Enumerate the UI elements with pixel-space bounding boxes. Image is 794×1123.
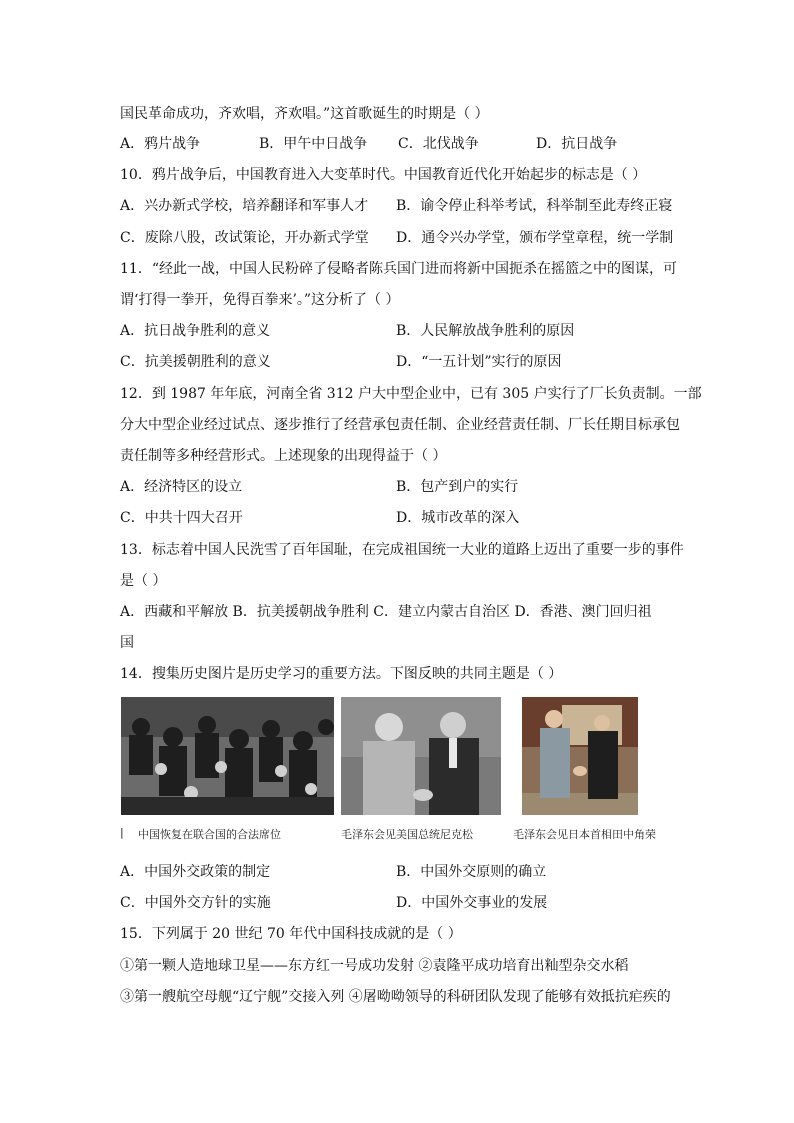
mao-nixon-photo	[341, 697, 501, 815]
q9-stem-tail: 国民革命成功，齐欢唱，齐欢唱。”这首歌诞生的时期是（ ）	[120, 106, 489, 122]
q14-option-b[interactable]: B．中国外交原则的确立	[396, 864, 547, 880]
q15-items-1: ①第一颗人造地球卫星——东方红一号成功发射 ②袁隆平成功培育出籼型杂交水稻	[120, 958, 629, 974]
q11-option-d[interactable]: D．“一五计划”实行的原因	[396, 354, 562, 370]
q13-stem-2: 是（ ）	[120, 573, 167, 589]
caption-mao-tanaka: 毛泽东会见日本首相田中角荣	[513, 828, 656, 841]
q14-stem: 14．搜集历史图片是历史学习的重要方法。下图反映的共同主题是（ ）	[120, 666, 563, 682]
caption-mao-nixon: 毛泽东会见美国总统尼克松	[341, 828, 473, 841]
q12-option-a[interactable]: A．经济特区的设立	[120, 479, 243, 495]
mao-tanaka-photo	[522, 697, 638, 815]
caption-un-seat: 中国恢复在联合国的合法席位	[138, 828, 281, 841]
q11-stem-1: 11．“经此一战，中国人民粉碎了侵略者陈兵国门进而将新中国扼杀在摇篮之中的图谋，可	[120, 261, 677, 277]
q9-option-d[interactable]: D．抗日战争	[536, 136, 618, 152]
q13-options-wrap: 国	[120, 635, 134, 651]
q12-option-c[interactable]: C．中共十四大召开	[120, 510, 243, 526]
q12-option-b[interactable]: B．包产到户的实行	[396, 479, 519, 495]
q12-stem-2: 分大中型企业经过试点、逐步推行了经营承包责任制、企业经营责任制、厂长任期目标承包	[120, 417, 680, 433]
q13-options[interactable]: A．西藏和平解放 B．抗美援朝战争胜利 C．建立内蒙古自治区 D．香港、澳门回归祖	[120, 604, 652, 620]
q11-stem-2: 谓‘打得一拳开，免得百拳来’。”这分析了（ ）	[120, 292, 400, 308]
q9-option-c[interactable]: C．北伐战争	[398, 136, 479, 152]
q12-stem-3: 责任制等多种经营形式。上述现象的出现得益于（ ）	[120, 448, 447, 464]
q9-option-b[interactable]: B．甲午中日战争	[259, 136, 368, 152]
q10-option-c[interactable]: C．废除八股，改试策论，开办新式学堂	[120, 230, 369, 246]
q15-stem: 15．下列属于 20 世纪 70 年代中国科技成就的是（ ）	[120, 926, 462, 942]
q10-option-a[interactable]: A．兴办新式学校，培养翻译和军事人才	[120, 198, 369, 214]
q10-option-b[interactable]: B．谕令停止科举考试，科举制至此寿终正寝	[396, 198, 673, 214]
q14-option-c[interactable]: C．中国外交方针的实施	[120, 895, 271, 911]
q14-option-a[interactable]: A．中国外交政策的制定	[120, 864, 271, 880]
q12-option-d[interactable]: D．城市改革的深入	[396, 510, 520, 526]
q14-option-d[interactable]: D．中国外交事业的发展	[396, 895, 548, 911]
q10-stem: 10．鸦片战争后，中国教育进入大变革时代。中国教育近代化开始起步的标志是（ ）	[120, 167, 647, 183]
q11-option-b[interactable]: B．人民解放战争胜利的原因	[396, 323, 575, 339]
q10-option-d[interactable]: D．通令兴办学堂，颁布学堂章程，统一学制	[396, 230, 674, 246]
q11-option-c[interactable]: C．抗美援朝胜利的意义	[120, 354, 271, 370]
un-seat-photo	[121, 697, 334, 815]
q9-option-a[interactable]: A．鸦片战争	[120, 136, 201, 152]
q13-stem-1: 13．标志着中国人民洗雪了百年国耻，在完成祖国统一大业的道路上迈出了重要一步的事件	[120, 542, 684, 558]
q12-stem-1: 12．到 1987 年年底，河南全省 312 户大中型企业中，已有 305 户实行了厂长负责制。一部	[120, 386, 702, 402]
q15-items-2: ③第一艘航空母舰“辽宁舰”交接入列 ④屠呦呦领导的科研团队发现了能够有效抵抗疟疾的	[120, 989, 671, 1005]
caption-mark: |	[120, 826, 124, 839]
q11-option-a[interactable]: A．抗日战争胜利的意义	[120, 323, 271, 339]
